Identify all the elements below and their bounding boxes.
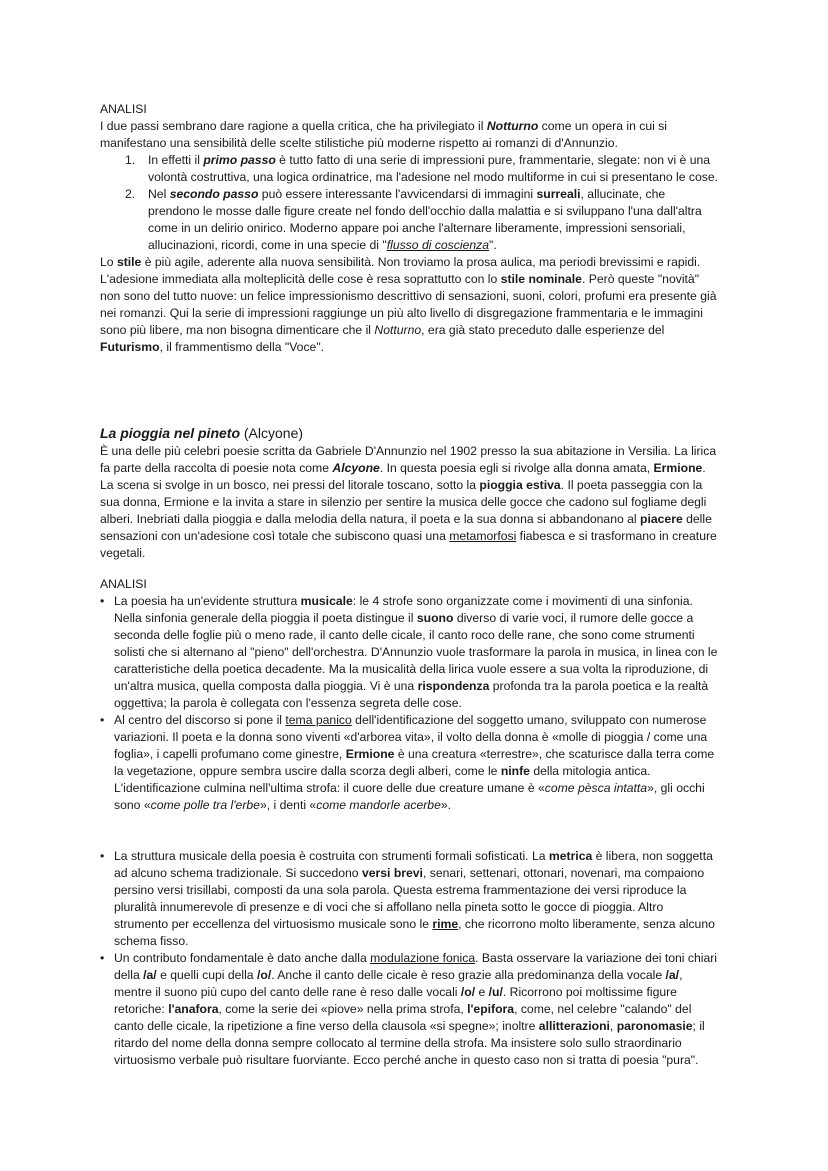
analisi-pioggia-continued xyxy=(100,848,720,1069)
description-paragraph xyxy=(100,443,720,562)
text: , come, nel celebre "calando" del canto delle cicale, la ripetizione a fine verso della clausola «si spegne»; inoltre xyxy=(114,1002,692,1033)
text: , xyxy=(609,1019,617,1033)
text: profonda tra la parola poetica e la realtà oggettiva; la parola è collegata con l'essenza segreta delle cose. xyxy=(114,679,709,710)
bold-term: Ermione xyxy=(653,461,703,475)
text: . Basta osservare la variazione dei toni chiari della xyxy=(114,951,717,982)
underlined-term: flusso di coscienza xyxy=(386,238,490,252)
text: delle sensazioni con un'adesione così totale che subiscono quasi una xyxy=(100,512,712,543)
bold-term: metrica xyxy=(548,849,593,863)
poem-title xyxy=(100,424,720,443)
bold-term: versi brevi xyxy=(361,866,423,880)
bullet-paragraph xyxy=(100,950,720,1069)
bullet-paragraph xyxy=(100,593,720,712)
text: , allucinate, che prendono le mosse dalle figure create nel fondo dell'occhio dalla malattia e si sviluppano l'una dall'altra come in un delirio onirico. Moderno appare poi anche l'alternare liberamente, impressioni sensoriali, allucinazioni, ricordi, come in una specie di " xyxy=(148,187,702,252)
bold-term: pioggia estiva xyxy=(479,478,561,492)
text: Lo xyxy=(100,255,117,269)
text: , era già stato preceduto dalle esperienze del xyxy=(421,323,665,337)
list-number: 1. xyxy=(125,153,136,167)
emphasis: Alcyone xyxy=(332,461,380,475)
underlined-term: modulazione fonica xyxy=(370,951,476,965)
quote-italic: come mandorle acerbe xyxy=(316,798,441,812)
section-heading: ANALISI xyxy=(100,102,147,116)
text: . La scena si svolge in un bosco, nei pressi del litorale toscano, sotto la xyxy=(100,461,706,492)
emphasis: Notturno xyxy=(486,119,539,133)
underlined-term: metamorfosi xyxy=(449,529,517,543)
bold-term: stile xyxy=(116,255,142,269)
bullet-icon: • xyxy=(100,594,105,608)
text: In effetti il xyxy=(148,153,204,167)
text: Al centro del discorso si pone il xyxy=(114,713,286,727)
bold-term: /a/ xyxy=(665,968,680,982)
bold-underlined-term: rime xyxy=(432,917,459,931)
text: , come la serie dei «piove» nella prima strofa, xyxy=(218,1002,468,1016)
bullet-icon: • xyxy=(100,713,105,727)
text: . Però queste "novità" non sono del tutto nuove: un felice impressionismo descrittivo di sensazioni, suoni, colori, profumi era presente già nei romanzi. Qui la serie di impressioni raggiunge un più alto livello di disgregazione frammentaria e le immagini sono più libere, ma non bisogna dimenticare che il xyxy=(100,272,717,337)
text: La struttura musicale della poesia è costruita con strumenti formali sofisticati. La xyxy=(114,849,549,863)
text: dell'identificazione del soggetto umano, sviluppato con numerose variazioni. Il poeta e la donna sono viventi «d'arborea vita», il volto della donna è «molle di pioggia / come una foglia», i capelli profumano come ginestre, xyxy=(114,713,708,761)
text: diverso di varie voci, il rumore delle gocce a seconda delle foglie più o meno rade, il canto delle cicale, il canto roco delle rane, che sono come strumenti solisti che si alternano al "pieno" dell'orchestra. D'Annunzio vuole trasformare la parola in musica, in linea con le caratteristiche della poetica decadente. Ma la musicalità della lirica vuole essere a sua volta la riproduzione, di un'altra musica, quella composta dalla pioggia. Vi è una xyxy=(114,611,718,693)
bold-term: Futurismo xyxy=(100,340,160,354)
section-heading: ANALISI xyxy=(100,577,147,591)
text: è tutto fatto di una serie di impressioni pure, frammentarie, slegate: non vi è una volontà costruttiva, una logica ordinatrice, ma l'adesione nel modo multiforme in cui si presentano le cose. xyxy=(148,153,719,184)
bold-term: Ermione xyxy=(345,747,395,761)
bold-term: allitterazioni xyxy=(538,1019,610,1033)
bullet-icon: • xyxy=(100,849,105,863)
bold-term: musicale xyxy=(300,594,353,608)
text: Nel xyxy=(148,187,170,201)
bold-term: paronomasie xyxy=(616,1019,693,1033)
bold-term: suono xyxy=(416,611,454,625)
emphasis: secondo passo xyxy=(169,187,259,201)
intro-paragraph xyxy=(100,118,720,152)
title-note: (Alcyone) xyxy=(240,425,304,441)
bold-term: l'epifora xyxy=(467,1002,515,1016)
bold-term: piacere xyxy=(640,512,683,526)
text: e quelli cupi della xyxy=(156,968,257,982)
emphasis: primo passo xyxy=(203,153,276,167)
text: può essere interessante l'avvicendarsi di immagini xyxy=(258,187,537,201)
text: , mentre il suono più cupo del canto delle rane è reso dalle vocali xyxy=(114,968,683,999)
text: ». xyxy=(440,798,452,812)
bullet-paragraph xyxy=(100,712,720,814)
quote-italic: come polle tra l'erbe xyxy=(150,798,260,812)
text: , senari, settenari, ottonari, novenari, ma compaiono persino versi trisillabi, composti da una sola parola. Questa estrema frammentazione dei versi riproduce la pluralità innumerevole di presenze e di voci che si affollano nella pineta sotto le gocce di pioggia. Altro strumento per eccellenza del virtuosismo musicale sono le xyxy=(114,866,705,931)
numbered-list xyxy=(100,152,720,254)
text: . In questa poesia egli si rivolge alla donna amata, xyxy=(379,461,654,475)
style-paragraph xyxy=(100,254,720,356)
text: Un contributo fondamentale è dato anche dalla xyxy=(114,951,371,965)
bold-term: surreali xyxy=(536,187,581,201)
analisi-notturno-section xyxy=(100,101,720,356)
text: è una creatura «terrestre», che scaturisce dalla terra come la vegetazione, oppure sembra uscire dalla scorza degli alberi, come le xyxy=(114,747,715,778)
list-item xyxy=(100,152,720,186)
bold-term: /a/ xyxy=(143,968,157,982)
bold-term: /u/ xyxy=(488,985,503,999)
analisi-pioggia-section xyxy=(100,576,720,814)
text: La poesia ha un'evidente struttura xyxy=(114,594,301,608)
text: . Ricorrono poi moltissime figure retoriche: xyxy=(114,985,677,1016)
text: e xyxy=(475,985,489,999)
underlined-term: tema panico xyxy=(285,713,352,727)
text: ; il ritardo del nome della donna sempre collocato al termine della strofa. Ma insistere solo sullo straordinario virtuosismo verbale può risultare fuorviante. Ecco perché anche in questo caso non si tratta di poesia "pura". xyxy=(114,1019,705,1067)
text: ". xyxy=(489,238,497,252)
text: è libera, non soggetta ad alcuno schema tradizionale. Si succedono xyxy=(114,849,713,880)
bullet-icon: • xyxy=(100,951,105,965)
text: , il frammentismo della "Voce". xyxy=(159,340,325,354)
text: », gli occhi sono « xyxy=(114,781,705,812)
bold-term: /o/ xyxy=(460,985,476,999)
text: . Il poeta passeggia con la sua donna, Ermione e la invita a stare in silenzio per sentire la musica delle gocce che cadono sul fogliame degli alberi. Inebriati dalla pioggia e dalla melodia della natura, il poeta e la sua donna si abbandonano al xyxy=(100,478,707,526)
text: come un opera in cui si manifestano una sensibilità delle scelte stilistiche più moderne rispetto ai romanzi di d'Annunzio. xyxy=(100,119,668,150)
bold-term: /o/ xyxy=(256,968,272,982)
quote-italic: come pèsca intatta xyxy=(544,781,648,795)
text: », i denti « xyxy=(259,798,317,812)
text: , che ricorrono molto liberamente, senza alcuno schema fisso. xyxy=(114,917,715,948)
text: fiabesca e si trasformano in creature vegetali. xyxy=(100,529,717,560)
text: . Anche il canto delle cicale è reso grazie alla predominanza della vocale xyxy=(271,968,666,982)
bold-term: ninfe xyxy=(500,764,530,778)
title-text: La pioggia nel pineto xyxy=(100,425,240,441)
bold-term: stile nominale xyxy=(500,272,582,286)
text: : le 4 strofe sono organizzate come i movimenti di una sinfonia. Nella sinfonia generale della pioggia il poeta distingue il xyxy=(114,594,693,625)
bullet-paragraph xyxy=(100,848,720,950)
list-item xyxy=(100,186,720,254)
italic-term: Notturno xyxy=(374,323,422,337)
text: È una delle più celebri poesie scritta da Gabriele D'Annunzio nel 1902 presso la sua abitazione in Versilia. La lirica fa parte della raccolta di poesie nota come xyxy=(100,444,717,475)
pioggia-section xyxy=(100,424,720,562)
text: della mitologia antica. L'identificazione culmina nell'ultima strofa: il cuore delle due creature umane è « xyxy=(114,764,651,795)
list-number: 2. xyxy=(125,187,136,201)
bold-term: rispondenza xyxy=(417,679,490,693)
text: è più agile, aderente alla nuova sensibilità. Non troviamo la prosa aulica, ma periodi brevissimi e rapidi. L'adesione immediata alla molteplicità delle cose è resa soprattutto con lo xyxy=(100,255,701,286)
text: I due passi sembrano dare ragione a quella critica, che ha privilegiato il xyxy=(100,119,487,133)
bold-term: l'anafora xyxy=(168,1002,219,1016)
